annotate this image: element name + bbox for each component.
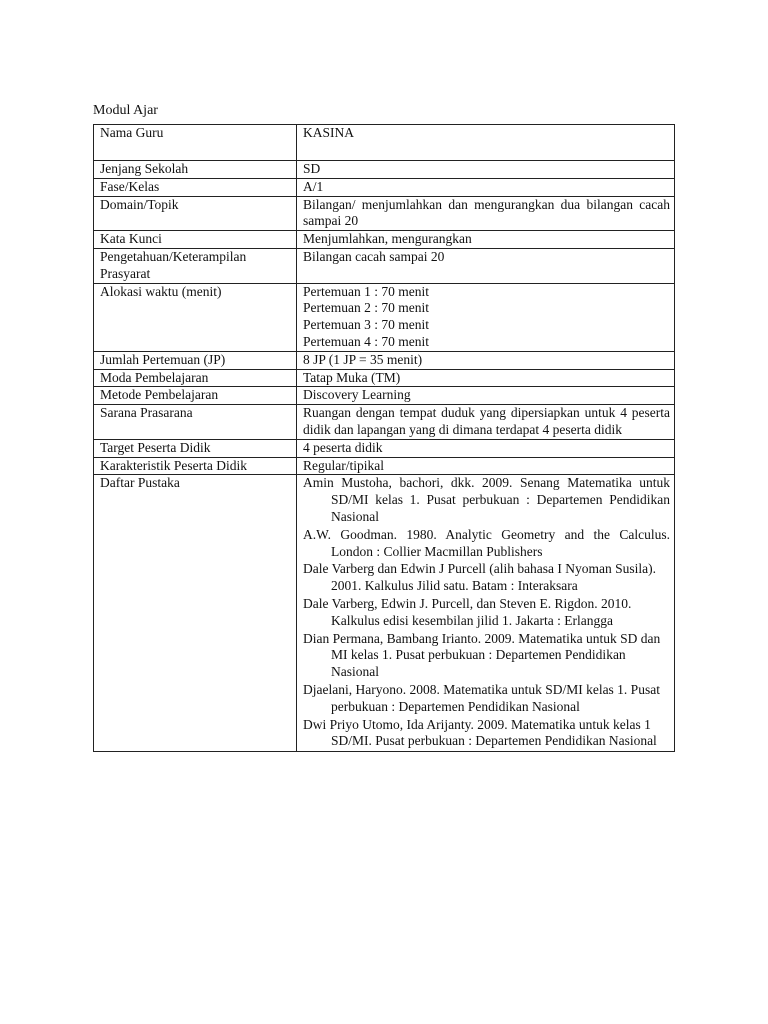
row-value: Ruangan dengan tempat duduk yang dipersiapkan untuk 4 peserta didik dan lapangan yang di dimana terdapat 4 peserta didik — [297, 405, 675, 440]
reference-item: A.W. Goodman. 1980. Analytic Geometry and the Calculus. London : Collier Macmillan Publishers — [303, 526, 670, 559]
alokasi-line: Pertemuan 2 : 70 menit — [303, 300, 429, 316]
row-label: Karakteristik Peserta Didik — [94, 457, 297, 475]
row-label: Alokasi waktu (menit) — [94, 283, 297, 351]
row-value: SD — [297, 161, 675, 179]
table-row-domain — [94, 196, 675, 231]
row-label: Jumlah Pertemuan (JP) — [94, 351, 297, 369]
reference-item: Dale Varberg, Edwin J. Purcell, dan Steven E. Rigdon. 2010. Kalkulus edisi kesembilan jilid 1. Jakarta : Erlangga — [303, 595, 632, 628]
row-value — [297, 283, 675, 351]
row-label: Sarana Prasarana — [94, 405, 297, 440]
reference-item: Djaelani, Haryono. 2008. Matematika untuk SD/MI kelas 1. Pusat perbukuan : Departemen Pendidikan Nasional — [303, 681, 660, 714]
reference-item: Dwi Priyo Utomo, Ida Arijanty. 2009. Matematika untuk kelas 1 SD/MI. Pusat perbukuan : Departemen Pendidikan Nasional — [303, 716, 657, 749]
row-label: Jenjang Sekolah — [94, 161, 297, 179]
row-value: 4 peserta didik — [297, 439, 675, 457]
row-label: Moda Pembelajaran — [94, 369, 297, 387]
row-label: Metode Pembelajaran — [94, 387, 297, 405]
table-row-kata-kunci — [94, 231, 675, 249]
row-value — [297, 475, 675, 752]
table-row-target — [94, 439, 675, 457]
row-label: Domain/Topik — [94, 196, 297, 231]
row-value: Menjumlahkan, mengurangkan — [297, 231, 675, 249]
row-value: KASINA — [297, 125, 675, 161]
table-row-daftar-pustaka — [94, 475, 675, 752]
reference-item: Dale Varberg dan Edwin J Purcell (alih bahasa I Nyoman Susila). 2001. Kalkulus Jilid satu. Batam : Interaksara — [303, 561, 657, 594]
row-label: Daftar Pustaka — [94, 475, 297, 752]
table-row-alokasi — [94, 283, 675, 351]
row-value: A/1 — [297, 178, 675, 196]
table-row-moda — [94, 369, 675, 387]
row-value: Discovery Learning — [297, 387, 675, 405]
table-row-prasyarat — [94, 248, 675, 283]
alokasi-line: Pertemuan 1 : 70 menit — [303, 283, 429, 299]
reference-item: Amin Mustoha, bachori, dkk. 2009. Senang Matematika untuk SD/MI kelas 1. Pusat perbukuan : Departemen Pendidikan Nasional — [303, 475, 670, 524]
row-value: Regular/tipikal — [297, 457, 675, 475]
table-row-nama-guru — [94, 125, 675, 161]
row-value: 8 JP (1 JP = 35 menit) — [297, 351, 675, 369]
row-value: Bilangan cacah sampai 20 — [297, 248, 675, 283]
row-value: Tatap Muka (TM) — [297, 369, 675, 387]
alokasi-line: Pertemuan 4 : 70 menit — [303, 333, 429, 349]
table-row-sarana — [94, 405, 675, 440]
document-title: Modul Ajar — [93, 103, 158, 118]
reference-item: Dian Permana, Bambang Irianto. 2009. Matematika untuk SD dan MI kelas 1. Pusat perbukuan : Departemen Pendidikan Nasional — [303, 630, 661, 680]
alokasi-line: Pertemuan 3 : 70 menit — [303, 317, 429, 333]
modul-ajar-table — [93, 124, 675, 752]
row-label: Nama Guru — [94, 125, 297, 161]
table-row-fase — [94, 178, 675, 196]
table-row-jumlah-pertemuan — [94, 351, 675, 369]
row-label: Fase/Kelas — [94, 178, 297, 196]
table-row-metode — [94, 387, 675, 405]
row-label: Kata Kunci — [94, 231, 297, 249]
row-label: Pengetahuan/Keterampilan Prasyarat — [94, 248, 297, 283]
row-label: Target Peserta Didik — [94, 439, 297, 457]
table-row-karakteristik — [94, 457, 675, 475]
table-row-jenjang — [94, 161, 675, 179]
row-value: Bilangan/ menjumlahkan dan mengurangkan dua bilangan cacah sampai 20 — [297, 196, 675, 231]
